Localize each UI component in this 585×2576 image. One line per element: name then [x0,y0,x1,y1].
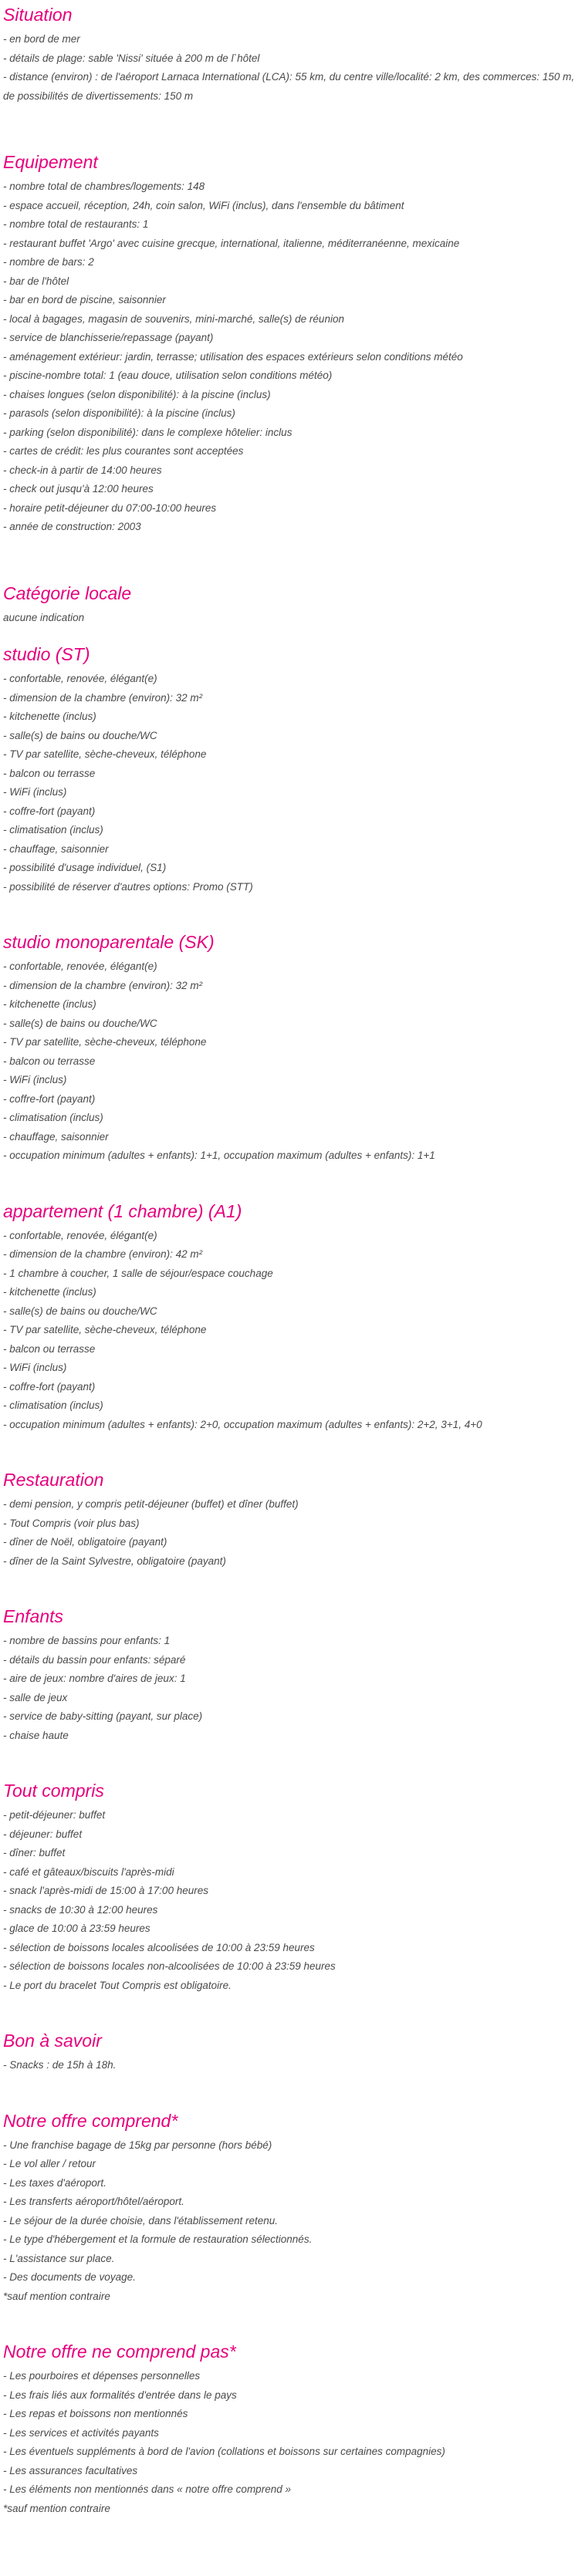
list-item: - cartes de crédit: les plus courantes sont acceptées [3,445,244,457]
list-item: - Une franchise bagage de 15kg par personne (hors bébé) [3,2139,272,2151]
list-item: - distance (environ) : de l'aéroport Larnaca International (LCA): 55 km, du centre ville/localité: 2 km, des commerces: 150 m, de possibilités de divertissements: 150 m [3,71,575,102]
list-item: - Le séjour de la durée choisie, dans l'établissement retenu. [3,2214,279,2227]
list-item: - local à bagages, magasin de souvenirs, mini-marché, salle(s) de réunion [3,312,344,325]
list-item: - en bord de mer [3,33,80,45]
section-items [3,177,582,537]
list-item: - aménagement extérieur: jardin, terrasse; utilisation des espaces extérieurs selon conditions météo [3,350,463,363]
section-bon-a-savoir [3,2029,582,2075]
section-studio-sk [3,930,582,1166]
list-item: - dîner de la Saint Sylvestre, obligatoire (payant) [3,1555,226,1567]
list-item: - salle(s) de bains ou douche/WC [3,1305,157,1317]
list-item: - kitchenette (inclus) [3,1286,96,1298]
list-item: - TV par satellite, sèche-cheveux, téléphone [3,1036,207,1048]
section-items [3,2367,582,2518]
list-item: - WiFi (inclus) [3,1362,67,1373]
list-item: - sélection de boissons locales non-alcoolisées de 10:00 à 23:59 heures [3,1960,336,1972]
list-item: aucune indication [3,611,85,623]
list-item: - Tout Compris (voir plus bas) [3,1517,140,1529]
list-item: - sélection de boissons locales alcoolisées de 10:00 à 23:59 heures [3,1941,315,1953]
list-item: - salle(s) de bains ou douche/WC [3,729,157,741]
list-item: - détails du bassin pour enfants: séparé [3,1653,186,1666]
section-offre-ne-comprend-pas [3,2340,582,2518]
list-item: - possibilité de réserver d'autres options: Promo (STT) [3,880,253,893]
list-item: - nombre total de restaurants: 1 [3,218,149,230]
list-item: - Les assurances facultatives [3,2464,138,2476]
list-item: - détails de plage: sable 'Nissi' située à 200 m de l`hôtel [3,52,260,64]
list-item: - service de blanchisserie/repassage (payant) [3,332,214,343]
list-item: - Les frais liés aux formalités d'entrée dans le pays [3,2389,237,2401]
list-item: - chauffage, saisonnier [3,842,109,855]
list-item: - Les repas et boissons non mentionnés [3,2408,188,2419]
section-categorie-locale [3,582,582,628]
section-items [3,2136,582,2307]
section-items [3,609,582,628]
list-item: - horaire petit-déjeuner du 07:00-10:00 heures [3,501,217,514]
list-item: - climatisation (inclus) [3,824,103,836]
section-title: Bon à savoir [3,2031,102,2051]
list-item: - salle(s) de bains ou douche/WC [3,1017,157,1029]
list-item: - piscine-nombre total: 1 (eau douce, utilisation selon conditions météo) [3,370,333,381]
list-item: - Les taxes d'aéroport. [3,2176,107,2189]
section-title: Restauration [3,1470,104,1490]
list-item: - kitchenette (inclus) [3,711,96,722]
list-item: - salle de jeux [3,1691,68,1703]
list-item: - nombre de bassins pour enfants: 1 [3,1635,171,1646]
list-item: - Des documents de voyage. [3,2271,136,2283]
list-item: - possibilité d'usage individuel, (S1) [3,862,167,873]
list-item: - nombre total de chambres/logements: 148 [3,181,205,192]
list-item: - café et gâteaux/biscuits l'après-midi [3,1865,174,1878]
section-restauration [3,1468,582,1571]
list-item: - climatisation (inclus) [3,1112,103,1123]
list-item: - balcon ou terrasse [3,1342,96,1355]
list-item: - nombre de bars: 2 [3,256,94,268]
list-item: - Les transferts aéroport/hôtel/aéroport. [3,2196,184,2207]
list-item: - balcon ou terrasse [3,1055,96,1067]
list-item: *sauf mention contraire [3,2290,110,2302]
list-item: - occupation minimum (adultes + enfants): 1+1, occupation maximum (adultes + enfants): 1+1 [3,1150,435,1161]
list-item: - Le type d'hébergement et la formule de restauration sélectionnés. [3,2233,313,2245]
list-item: - TV par satellite, sèche-cheveux, téléphone [3,748,207,760]
list-item: - confortable, renovée, élégant(e) [3,673,157,684]
list-item: - dimension de la chambre (environ): 32 m² [3,691,203,704]
list-item: - bar de l'hôtel [3,275,69,287]
section-items [3,1495,582,1571]
section-title: Notre offre ne comprend pas* [3,2341,236,2362]
list-item: - snack l'après-midi de 15:00 à 17:00 heures [3,1885,208,1896]
list-item: - TV par satellite, sèche-cheveux, téléphone [3,1324,207,1335]
list-item: - déjeuner: buffet [3,1828,83,1840]
section-items [3,957,582,1166]
list-item: - dimension de la chambre (environ): 32 m² [3,979,203,991]
list-item: - 1 chambre à coucher, 1 salle de séjour/espace couchage [3,1267,273,1279]
list-item: - dîner: buffet [3,1847,66,1859]
list-item: - petit-déjeuner: buffet [3,1809,106,1821]
section-situation [3,3,582,106]
section-title: Equipement [3,152,98,172]
list-item: - restaurant buffet 'Argo' avec cuisine grecque, international, italienne, méditerranéenne, mexicaine [3,237,460,249]
section-offre-comprend [3,2109,582,2307]
list-item: - aire de jeux: nombre d'aires de jeux: 1 [3,1673,186,1684]
list-item: - coffre-fort (payant) [3,1380,96,1393]
list-item: - confortable, renovée, élégant(e) [3,961,157,972]
list-item: - confortable, renovée, élégant(e) [3,1229,157,1241]
list-item: - coffre-fort (payant) [3,1092,96,1105]
list-item: - dîner de Noël, obligatoire (payant) [3,1536,167,1548]
list-item: - Snacks : de 15h à 18h. [3,2059,117,2071]
list-item: - année de construction: 2003 [3,521,141,532]
list-item: - chauffage, saisonnier [3,1130,109,1143]
section-title: Tout compris [3,1781,104,1801]
list-item: - Les services et activités payants [3,2426,159,2439]
section-tout-compris [3,1779,582,1995]
section-title: studio (ST) [3,644,90,664]
list-item: - espace accueil, réception, 24h, coin salon, WiFi (inclus), dans l'ensemble du bâtiment [3,199,404,211]
section-items [3,2056,582,2075]
list-item: *sauf mention contraire [3,2502,110,2514]
section-items [3,30,582,106]
list-item: - Les éléments non mentionnés dans « notre offre comprend » [3,2483,291,2495]
section-studio-st [3,643,582,896]
list-item: - parking (selon disponibilité): dans le complexe hôtelier: inclus [3,426,292,438]
section-appartement-a1 [3,1200,582,1435]
list-item: - chaises longues (selon disponibilité): à la piscine (inclus) [3,388,271,400]
list-item: - service de baby-sitting (payant, sur place) [3,1710,203,1722]
section-title: Catégorie locale [3,582,132,603]
list-item: - climatisation (inclus) [3,1399,103,1411]
list-item: - check out jusqu'à 12:00 heures [3,483,154,495]
section-items [3,1632,582,1745]
list-item: - WiFi (inclus) [3,786,67,798]
list-item: - occupation minimum (adultes + enfants): 2+0, occupation maximum (adultes + enfants): 2+2, 3+1, 4+0 [3,1418,482,1430]
section-title: Situation [3,5,73,25]
section-items [3,1227,582,1435]
section-equipement [3,150,582,537]
list-item: - check-in à partir de 14:00 heures [3,464,162,476]
list-item: - dimension de la chambre (environ): 42 m² [3,1248,203,1260]
list-item: - WiFi (inclus) [3,1074,67,1085]
list-item: - snacks de 10:30 à 12:00 heures [3,1903,158,1916]
list-item: - Le port du bracelet Tout Compris est obligatoire. [3,1979,232,1991]
section-enfants [3,1605,582,1745]
list-item: - chaise haute [3,1729,69,1741]
list-item: - balcon ou terrasse [3,767,96,779]
section-items [3,670,582,896]
list-item: - parasols (selon disponibilité): à la piscine (inclus) [3,407,235,419]
list-item: - Les éventuels suppléments à bord de l'avion (collations et boissons sur certaines compagnies) [3,2446,445,2457]
list-item: - coffre-fort (payant) [3,805,96,817]
section-title: appartement (1 chambre) (A1) [3,1200,242,1221]
list-item: - L'assistance sur place. [3,2252,115,2264]
list-item: - bar en bord de piscine, saisonnier [3,294,166,306]
section-items [3,1806,582,1995]
list-item: - demi pension, y compris petit-déjeuner (buffet) et dîner (buffet) [3,1498,299,1510]
section-title: Notre offre comprend* [3,2110,178,2131]
list-item: - Les pourboires et dépenses personnelles [3,2370,201,2382]
list-item: - kitchenette (inclus) [3,998,96,1010]
section-title: Enfants [3,1606,63,1626]
list-item: - Le vol aller / retour [3,2158,96,2169]
list-item: - glace de 10:00 à 23:59 heures [3,1923,150,1934]
section-title: studio monoparentale (SK) [3,932,215,952]
